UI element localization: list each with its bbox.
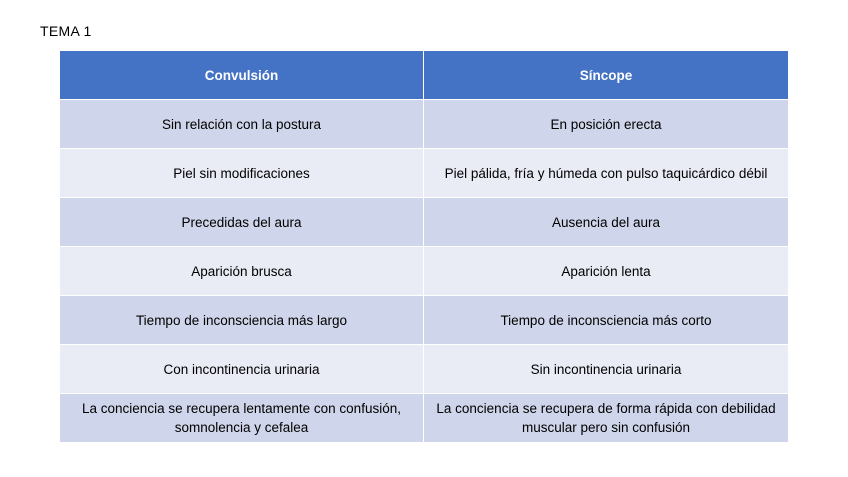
table-cell: Precedidas del aura: [60, 198, 424, 247]
table-cell: Aparición brusca: [60, 247, 424, 296]
table-cell: Piel sin modificaciones: [60, 149, 424, 198]
table-row: [60, 345, 789, 394]
table-row: [60, 247, 789, 296]
table-cell: Sin incontinencia urinaria: [424, 345, 789, 394]
table-row: [60, 198, 789, 247]
table-row: [60, 394, 789, 443]
table-row: [60, 100, 789, 149]
table-cell: La conciencia se recupera lentamente con confusión, somnolencia y cefalea: [60, 394, 424, 443]
table-cell: Tiempo de inconsciencia más corto: [424, 296, 789, 345]
table-row: [60, 296, 789, 345]
slide-title: TEMA 1: [40, 23, 92, 39]
table-cell: Sin relación con la postura: [60, 100, 424, 149]
table-cell: Ausencia del aura: [424, 198, 789, 247]
table-cell: Con incontinencia urinaria: [60, 345, 424, 394]
table-cell: En posición erecta: [424, 100, 789, 149]
table-cell: Aparición lenta: [424, 247, 789, 296]
table-header-row: [60, 51, 789, 100]
table-cell: Tiempo de inconsciencia más largo: [60, 296, 424, 345]
header-convulsion: Convulsión: [60, 51, 424, 100]
table-row: [60, 149, 789, 198]
table-cell: Piel pálida, fría y húmeda con pulso taquicárdico débil: [424, 149, 789, 198]
header-sincope: Síncope: [424, 51, 789, 100]
comparison-table: [59, 50, 789, 443]
table-cell: La conciencia se recupera de forma rápida con debilidad muscular pero sin confusión: [424, 394, 789, 443]
